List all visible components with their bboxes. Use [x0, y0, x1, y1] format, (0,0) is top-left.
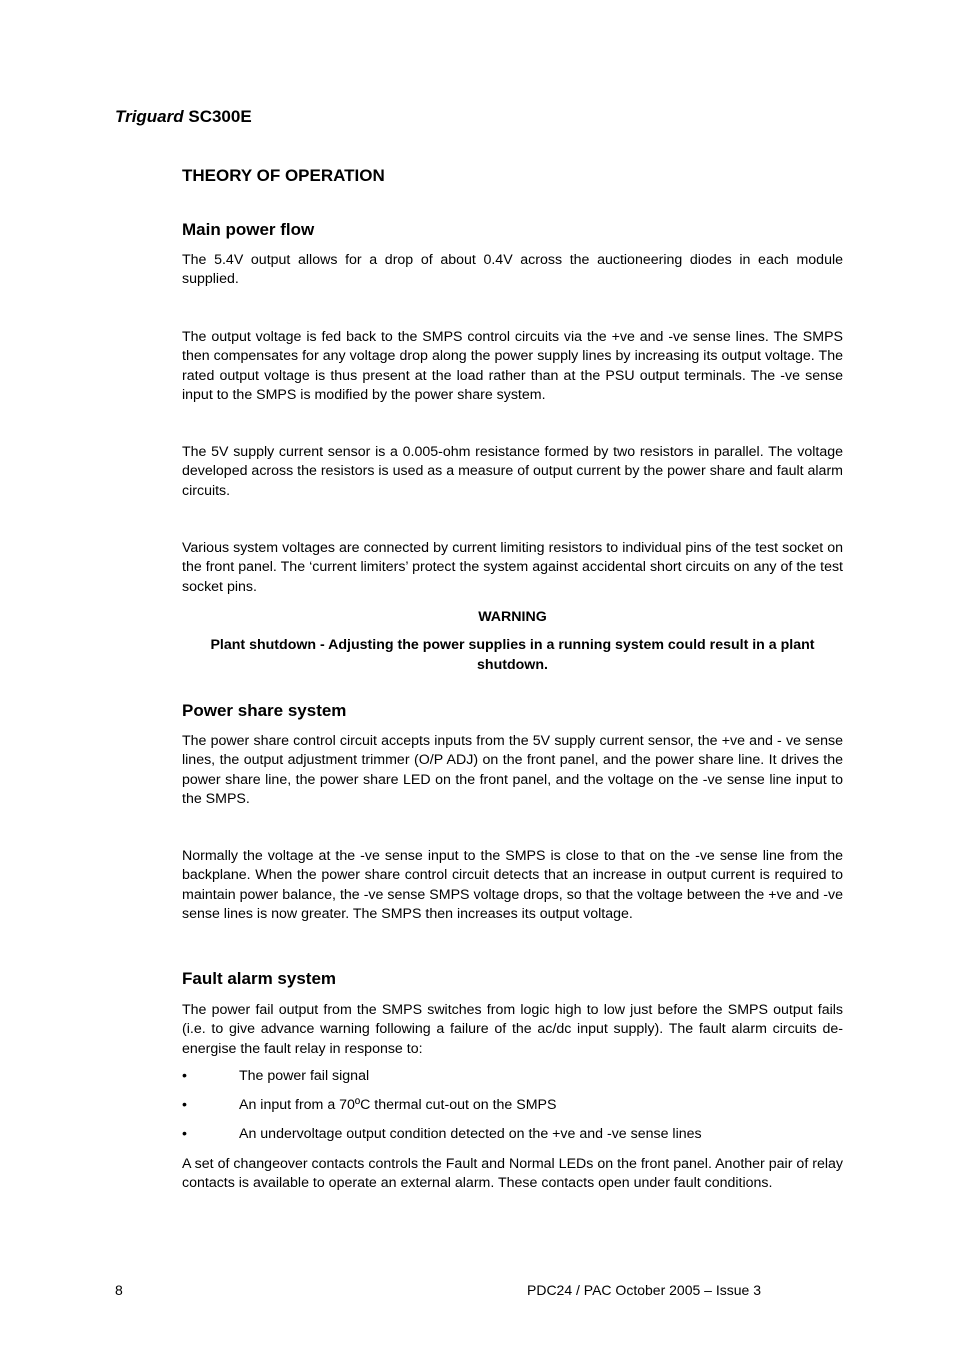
heading-main-power-flow: Main power flow: [182, 220, 315, 239]
bullet-marker: •: [182, 1068, 187, 1084]
page-number: 8: [115, 1282, 123, 1298]
paragraph-power-share-1: The power share control circuit accepts inputs from the 5V supply current sensor, the +ve and - ve sense lines, the output adjustment trimmer (O/P ADJ) on the front panel, and the power share line. It drives the power share line, the power share LED on the front panel, and the voltage on the -ve sense line input to the SMPS.: [182, 733, 843, 808]
section-title: THEORY OF OPERATION: [182, 166, 385, 185]
document-title: [115, 107, 252, 127]
document-reference: PDC24 / PAC October 2005 – Issue 3: [527, 1282, 761, 1298]
warning-label: WARNING: [478, 609, 547, 625]
list-item: An input from a 70ºC thermal cut-out on the SMPS: [239, 1097, 557, 1113]
paragraph-power-flow-4: Various system voltages are connected by current limiting resistors to individual pins of the test socket on the front panel. The ‘current limiters’ protect the system against accidental short circuits on any of the test socket pins.: [182, 540, 843, 595]
list-item: An undervoltage output condition detected on the +ve and -ve sense lines: [239, 1126, 702, 1142]
paragraph-fault-alarm-closing: A set of changeover contacts controls the Fault and Normal LEDs on the front panel. Another pair of relay contacts is available to operate an external alarm. These contacts open under fault conditions.: [182, 1156, 843, 1192]
paragraph-power-flow-3: The 5V supply current sensor is a 0.005-ohm resistance formed by two resistors in parallel. The voltage developed across the resistors is used as a measure of output current by the power share and fault alarm circuits.: [182, 444, 843, 499]
heading-fault-alarm-system: Fault alarm system: [182, 969, 337, 988]
paragraph-power-flow-2: The output voltage is fed back to the SMPS control circuits via the +ve and -ve sense lines. The SMPS then compensates for any voltage drop along the power supply lines by increasing its output voltage. The rated output voltage is thus present at the load rather than at the PSU output terminals. The -ve sense input to the SMPS is modified by the power share system.: [182, 329, 843, 404]
bullet-marker: •: [182, 1097, 187, 1113]
paragraph-fault-alarm-intro: The power fail output from the SMPS switches from logic high to low just before the SMPS output fails (i.e. to give advance warning following a failure of the ac/dc input supply). The fault alarm circuits de-energise the fault relay in response to:: [182, 1002, 843, 1057]
list-item: The power fail signal: [239, 1068, 370, 1084]
warning-text: Plant shutdown - Adjusting the power supplies in a running system could result in a plant shutdown.: [210, 637, 815, 673]
brand-name: Triguard: [115, 107, 184, 126]
model-name: SC300E: [183, 107, 252, 126]
paragraph-power-share-2: Normally the voltage at the -ve sense input to the SMPS is close to that on the -ve sense line from the backplane. When the power share control circuit detects that an increase in output current is required to maintain power balance, the -ve sense SMPS voltage drops, so that the voltage between the +ve and -ve sense lines is now greater. The SMPS then increases its output voltage.: [182, 848, 843, 923]
heading-power-share-system: Power share system: [182, 701, 347, 720]
bullet-marker: •: [182, 1126, 187, 1142]
paragraph-power-flow-1: The 5.4V output allows for a drop of about 0.4V across the auctioneering diodes in each module supplied.: [182, 252, 843, 288]
